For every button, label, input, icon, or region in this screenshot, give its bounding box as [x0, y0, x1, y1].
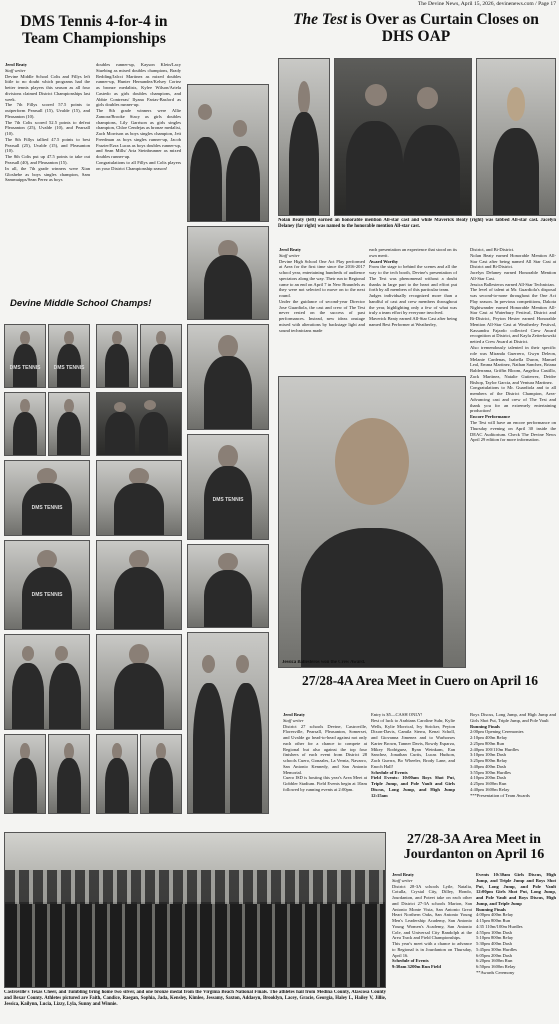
subhead: Schedule of Events [392, 958, 429, 964]
page-folio: The Devine News, April 15, 2026, devinenews.com / Page 17 [417, 1, 556, 7]
tennis-photo [96, 392, 182, 456]
tennis-photo: DMS TENNIS [4, 540, 90, 630]
oap-photo-delaney [476, 58, 556, 216]
paragraph: each presentation an experience that stood on its own merit. [369, 247, 457, 258]
schedule-item: 2:00pm Opening Ceremonies [470, 729, 524, 735]
tennis-column-1 [5, 62, 90, 324]
paragraph: The 7th Fillys scored 57.5 points to outperform Pearsall (15), Uvalde (15), and Pleasanton (10). [5, 102, 90, 119]
paragraph: Judges individually recognized more than a handful of cast and crew members throughout the year, highlighting only a few of what was truly a team effort by everyone involved. [369, 293, 457, 316]
oap-column-2 [369, 247, 457, 375]
oap-headline [276, 12, 556, 54]
paragraph: The level of talent at Mr. Guardiola's disposal was second-to-none throughout the One Act Play season. In previous competitions, Dakota Nightwander earned Honorable Mention All-Star Cast at Waterbury Festival, District and Bi-District, Peyton Hester earned Honorable Mention All-Star Cast at Weatherley Festival, Kassandra Fajardo collected Crew Award recognition at District, and Kayla Zeiterkowski netted a Crew Award at District. [470, 287, 556, 345]
tennis-photo [140, 734, 182, 814]
paragraph: Nolan Beaty earned Honorable Mention All-Star Cast after being named All Star Cast at District and Bi-District. [470, 252, 556, 270]
schedule-item: 4:40pm 1600m Relay [470, 786, 510, 792]
tennis-photo-pair [187, 84, 269, 222]
paragraph: The Test will have an encore performance on Thursday evening on April 30 inside the DEAC Auditorium. Check The Devine News April 29 edition for more information. [470, 419, 556, 443]
schedule-item: 4:15pm 800m Run [476, 918, 511, 924]
tennis-photo: DMS TENNIS [4, 324, 46, 388]
tennis-photo-player [187, 226, 269, 320]
paragraph: Entry is $5—CASH ONLY! [371, 712, 423, 717]
schedule-item: 2:10pm 400m Relay [470, 735, 508, 741]
paragraph: Boys Discus, Long Jump, and High Jump and Girls Shot Put, Triple Jump, and Pole Vault [470, 712, 556, 723]
tennis-photo [187, 632, 269, 814]
tennis-photo: DMS TENNIS [187, 434, 269, 540]
schedule-item: 2:25pm 800m Run [470, 740, 505, 746]
tennis-photo [187, 324, 269, 430]
byline: Jerol Beaty [279, 247, 302, 252]
tennis-photo-label: Devine Middle School Champs! [10, 298, 152, 309]
paragraph: District, and Bi-District. [470, 247, 515, 252]
paragraph: Congratulations to Mr. Guardiola and to all members of the District Champion, Area-Advancing cast and crew of The Test and thank you for an extremely entertaining production! [470, 385, 556, 414]
paragraph: Devine Middle School Colts and Fillys left little to no doubt which programs had the better tennis players this season as all four divisions claimed District Championships last week. [5, 73, 90, 102]
paragraph: From the stage to behind the scenes and all the way to the tech booth, Devine's presentation of The Test was phenomenal without a doubt thanks in large part to the heart and effort put forth by all members of this particular team. [369, 264, 457, 293]
oap-column-3 [470, 247, 556, 652]
tennis-photo [96, 324, 138, 388]
meet3a-headline: 27/28-3A Area Meet in Jourdanton on April 16 [403, 832, 545, 863]
byline: Jerol Beaty [392, 872, 415, 877]
tennis-photo [48, 392, 90, 456]
tennis-photo [140, 324, 182, 388]
oap-column-1 [279, 247, 365, 375]
tennis-photo [96, 734, 138, 814]
tennis-photo [96, 460, 182, 536]
schedule-item: 3:25pm 800m Relay [470, 758, 508, 764]
schedule-item: 4:55pm 100m Dash [476, 929, 512, 935]
schedule-item: 3:55pm 300m Hurdles [470, 769, 511, 775]
meet4a-column-3 [470, 712, 556, 830]
paragraph: The 7th Colts scored 52.5 points to defeat Pleasanton (25), Uvalde (10), and Pearsall (10). [5, 119, 90, 137]
paragraph: Maverick Beaty earned All-Star Cast after being named Best Performer at Weatherley, [369, 316, 457, 327]
byline-role: Staff writer [392, 877, 413, 883]
paragraph: The 8th Colts put up 47.5 points to take out Pearsall (40), and Pleasanton (15). [5, 154, 90, 166]
byline-role: Staff writer [279, 252, 300, 258]
tennis-photo [4, 392, 46, 456]
schedule-item: 4:00pm 400m Relay [476, 912, 514, 918]
schedule-item: 5:10pm 800m Relay [476, 935, 514, 941]
schedule-item: 4:10pm 200m Dash [470, 775, 506, 781]
subhead: Running Finals [476, 906, 506, 912]
schedule-item: 4:25pm 1600m Run [470, 781, 507, 787]
paragraph: doubles runner-up, Kayson Klein/Lacy Stuebing as mixed doubles champions, Brady Redding/Jalcci Martinez as mixed doubles runner-up, Hunter Hernandez/Kelsey Cortez as bronze medalists, Kylee Wilson/Ariela Castedo as girls doubles champions, and Abbie Contreras/ Ilyana Farias-Basford as girls doubles runner-up. [96, 62, 181, 108]
byline-role: Staff writer [5, 67, 26, 73]
meet4a-column-2 [371, 712, 455, 830]
subhead: Award Worthy [369, 258, 399, 264]
subhead: Schedule of Events [371, 769, 408, 775]
paragraph: Devine High School One Act Play performed at Area for the first time since the 2016-2017 school year, entertaining hundreds of audience spectators along the way. Their run to Regional came to an end on April 7 in New Braunfels as they were not selected to move on to the next round. [279, 258, 365, 299]
schedule-item: 6:20pm 1600m Run [476, 958, 513, 964]
tennis-photo [187, 544, 269, 628]
paragraph: Field Events: 10:00am Boys Shot Put, Triple Jump, and Pole Vault and Girls Discus, Long Jump, and High Jump 12:15am [371, 775, 455, 798]
meet3a-column-2 [476, 872, 556, 1022]
tennis-photo [48, 734, 90, 814]
schedule-item: **Awards Ceremony [476, 970, 515, 976]
paragraph: Congratulations to all Fillys and Colts players on your District Championship season! [96, 160, 181, 171]
paragraph: The 8th Fillys tallied 47.5 points to best Pearsall (25), Uvalde (15), and Pleasanton (10). [5, 136, 90, 154]
byline: Jerol Beaty [5, 62, 28, 67]
paragraph: In all, the 7th grade winners were Xian Gloshebe as boys singles champion, Sam Sammuipps/Sean Perez as boys [5, 165, 90, 183]
paragraph: District 27 schools Devine, Castroville, Floresville, Pearsall, Pleasanton, Somerset, and Uvalde go head-to-head against not only each other for a chance to compete at Regional but also against the top four finishers of each event from District 28 schools Cuero, Gonzales, La Vernia, Navarro, San Antonio Kennedy, and San Antonio Memorial. [283, 723, 367, 775]
oap-photo-caption-2: Jessica Ballesteros won the Crew Award. [282, 660, 366, 665]
tennis-photo [96, 540, 182, 630]
byline-role: Staff writer [283, 717, 304, 723]
tennis-photo [96, 634, 182, 730]
headline-italic: The Test [293, 12, 348, 28]
oap-photo-ballesteros [278, 376, 466, 668]
subhead: Encore Performance [470, 414, 511, 420]
paragraph: Jacelyn Delaney earned Honorable Mention All-Star Cast. [470, 270, 556, 281]
headline-text: is Over as Curtain Closes on DHS OAP [347, 12, 539, 45]
subhead: Running Finals [470, 723, 500, 729]
oap-photo-nolan [278, 58, 330, 216]
paragraph: Cuero ISD is hosting this year's Area Meet at Gobbler Stadium. Field Events begin at 10am followed by running events at 2:00pm. [283, 775, 367, 792]
paragraph: This year's meet with a chance to advance to Regional is in Jourdanton on Thursday, April 16. [392, 941, 472, 958]
paragraph: District 28-3A schools Lytle, Natalia, Cotulla, Crystal City, Dilley, Hondo, Jourdanton, and Poteet take on each other and District 27-3A schools Marion, San Antonio Monte Vista, San Antonio Great Heart Northern Oaks, San Antonio Young Men's Leadership Academy, San Antonio Young Women's Academy, San Antonio Cole, and Universal City Randolph at the Area Track and Field Championships. [392, 883, 472, 941]
tennis-photo: DMS TENNIS [4, 460, 90, 536]
tennis-photo: DMS TENNIS [48, 324, 90, 388]
tennis-photo [4, 734, 46, 814]
schedule-item: 3:10pm 100m Dash [470, 752, 506, 758]
tennis-column-2 [96, 62, 181, 324]
paragraph: Jessica Ballesteros earned All-Star Technician. [470, 281, 555, 287]
oap-photo-beaty [334, 58, 472, 216]
paragraph: The 8th grade winners were Allie Zamora/Brooke Stacy as girls doubles champions, Lily Garrison as girls singles champion, Chloe Cendejas as bronze medalist, Zach Morrison as boys singles champion, Jett Freedman as boys singles runner-up, Jacob Frazier/Ezra Lucas as boys doubles runner-up, and Sean Mills/ Aria Steinbrunner as mixed doubles runner-up. [96, 108, 181, 160]
schedule-item: 6:50pm 1600m Relay [476, 964, 516, 970]
meet4a-column-1 [283, 712, 367, 830]
schedule-item: 5:45pm 300m Hurdles [476, 946, 517, 952]
paragraph: Under the guidance of second-year Director Jose Guardiola, the cast and crew of The Test never rested on the success of past performances. Instead, new ideas onstage mixed with alterations by backstage light and sound technicians made [279, 298, 365, 333]
paragraph: Also tremendously talented in their specific role was Miranda Guerrero, Gwyn Deleon, Melanie Cardenas, Isabella Duron, Manuel Leal, Emma Martinez, Nathan Sanchez, Briana Balderrama, Griffin Bloom, Angelica Castillo, Zack Martinez, Natalie Gutierrez, Deidre Bishop, Taylor Garcia, and Ventura Martinez. [470, 345, 556, 385]
schedule-item: 2:40pm 100/110m Hurdles [470, 746, 519, 752]
byline: Jerol Beaty [283, 712, 306, 717]
paragraph: 9:30am 3200m Run Field [392, 964, 441, 970]
tennis-headline: DMS Tennis 4-for-4 in Team Championships [20, 14, 168, 47]
schedule-item: 4:35 110m/100m Hurdles [476, 923, 523, 929]
paragraph: Best of luck to Arabians Caroline Suhr, Kylie Wells, Kylie Morrical, Ivy Stricker, Peyton Dixon-Davis, Camila Sierra, Kenzi Scholl, and Giovanna Jimenez and to Warhorses Karter Brown, Tanner Davis, Rowdy Esparza, Mikey Rodriguez, Ryan Weinkam, Ean Sanchez, Jonathan Curtis, Lucas Hudson, Zach Guerra, Bo Wheeler, Brody Lane, and Enoch Hall! [371, 717, 455, 769]
schedule-item: 3:40pm 400m Dash [470, 763, 506, 769]
meet3a-column-1 [392, 872, 472, 1022]
schedule-item: ***Presentation of Team Awards [470, 792, 530, 798]
meet4a-headline: 27/28-4A Area Meet in Cuero on April 16 [301, 674, 539, 688]
cheer-team-photo [4, 832, 386, 988]
schedule-item: 5:30pm 400m Dash [476, 941, 512, 947]
oap-photo-caption: Nolan Beaty (left) earned an honorable mention All-star cast and while Maverick Beaty (right) was tabbed All-star cast. Jacelyn Delaney (far right) was named to the honorable mention All-star cast. [278, 218, 556, 229]
tennis-photo [4, 634, 90, 730]
paragraph: Events 10:30am Girls Discus, High Jump, and Triple Jump and Boys Shot Put, Long Jump, and Pole Vault 12:00pm Girls Shot Put, Long Jump, and Pole Vault and Boys Discus, High Jump, and Triple Jump [476, 872, 556, 906]
schedule-item: 6:05pm 200m Dash [476, 952, 512, 958]
cheer-caption: Castroville's Texas Cheer, and Tumbling bring home two silver, and one bronze medal from the Virginia Beach National Finals. The athletes hail from Medina County, Atascosa County and Bexar County. Athletes pictured are Faith, Candice, Raegan, Sophia, Jada, Kensley, Kimlee, Jessamy, Saxton, Addasyn, Brooklyn, Lacey, Gracie, Georgia, Haley L, Hailey V, Jillie, Jessica, Kailynn, Lucia, Lizzy, Lyla, Sunny and Winnie. [4, 990, 386, 1007]
